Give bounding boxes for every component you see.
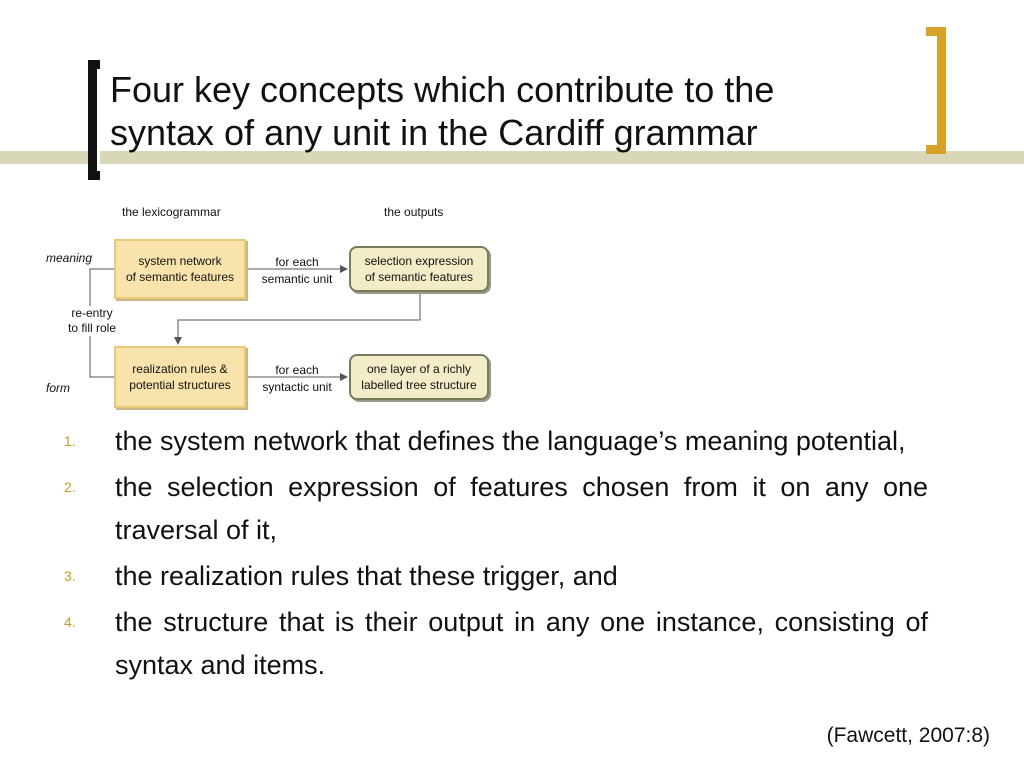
slide-title — [110, 68, 910, 154]
reentry-line-1: re-entry — [71, 306, 113, 320]
list-item — [64, 555, 928, 598]
list-item — [64, 420, 928, 463]
box-system-network-line-1: system network — [138, 254, 222, 268]
list-item-number: 4. — [64, 614, 76, 630]
arrow-loop — [178, 292, 420, 344]
title-line-2: syntax of any unit in the Cardiff grammar — [110, 112, 758, 153]
list-item-text: the realization rules that these trigger, and — [115, 561, 618, 591]
cardiff-grammar-diagram — [40, 200, 500, 415]
label-meaning: meaning — [46, 251, 93, 265]
list-item-text: the selection expression of features chosen from it on any one traversal of it, — [115, 472, 928, 545]
box-realization-rules — [114, 346, 246, 408]
list-item-number: 2. — [64, 479, 76, 495]
reentry-line-2: to fill role — [67, 321, 117, 335]
box-realization-line-1: realization rules & — [132, 362, 228, 376]
list-item-text: the structure that is their output in any one instance, consisting of syntax and items. — [115, 607, 928, 680]
box-selection-line-1: selection expression — [364, 254, 474, 268]
arrow-top-label-1: for each — [275, 255, 319, 269]
header-lexicogrammar: the lexicogrammar — [122, 205, 221, 219]
title-line-1: Four key concepts which contribute to the — [110, 69, 775, 110]
arrow-bottom-label-1: for each — [275, 363, 319, 377]
box-realization-line-2: potential structures — [129, 378, 231, 392]
citation: (Fawcett, 2007:8) — [826, 724, 990, 747]
list-item-number: 1. — [64, 433, 76, 449]
box-selection-line-2: of semantic features — [364, 270, 474, 284]
box-tree-line-1: one layer of a richly — [366, 362, 472, 376]
box-tree-structure — [349, 354, 489, 400]
box-selection-expression — [349, 246, 489, 292]
list-item — [64, 466, 928, 552]
left-bracket-decoration — [88, 60, 100, 180]
box-system-network-line-2: of semantic features — [125, 270, 235, 284]
reentry-label — [58, 306, 126, 336]
box-system-network — [114, 239, 246, 299]
arrow-bottom-label-2: syntactic unit — [262, 380, 332, 394]
list-item — [64, 601, 928, 687]
right-bracket-decoration — [926, 27, 946, 154]
concepts-list — [64, 420, 928, 690]
header-outputs: the outputs — [384, 205, 444, 219]
list-item-text: the system network that defines the language’s meaning potential, — [115, 426, 906, 456]
box-tree-line-2: labelled tree structure — [361, 378, 477, 392]
list-item-number: 3. — [64, 568, 76, 584]
arrow-top-label-2: semantic unit — [261, 272, 333, 286]
label-form: form — [46, 381, 70, 395]
